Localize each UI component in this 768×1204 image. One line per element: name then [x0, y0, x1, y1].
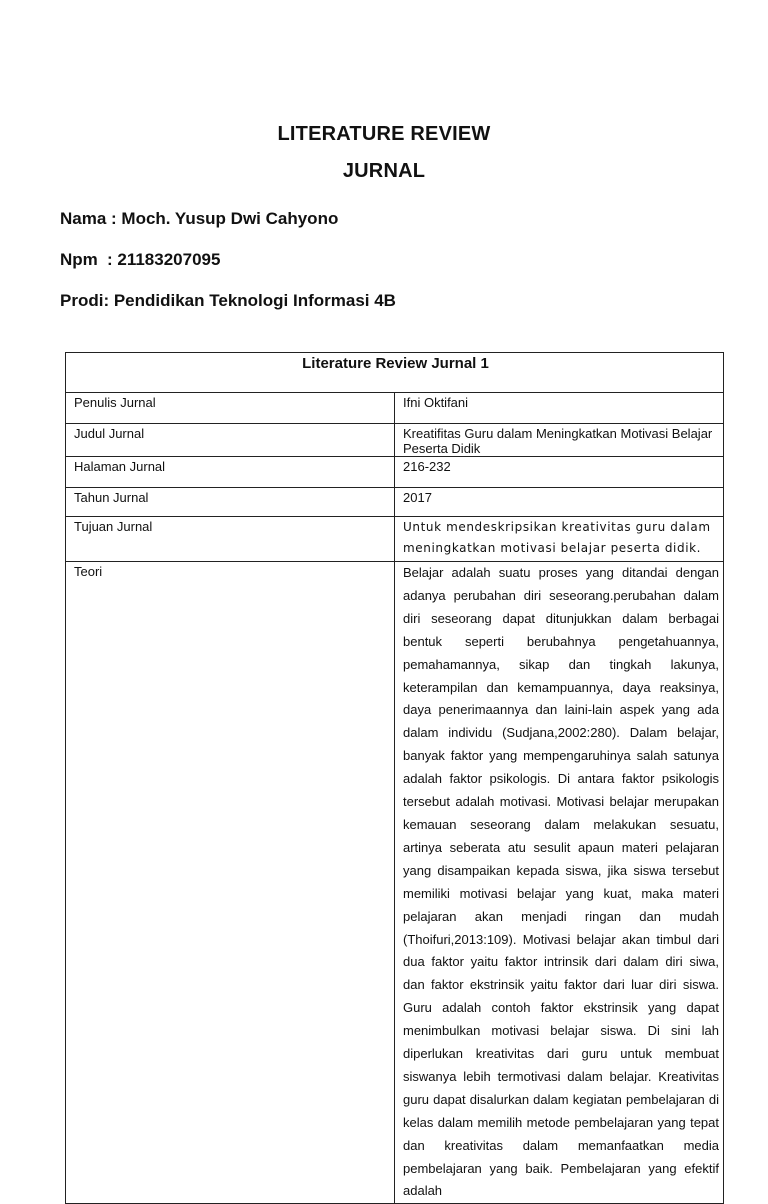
row-label: Tahun Jurnal [66, 488, 395, 517]
row-value: Untuk mendeskripsikan kreativitas guru dalam meningkatkan motivasi belajar peserta didik. [395, 517, 724, 562]
row-label: Tujuan Jurnal [66, 517, 395, 562]
table-heading-row [66, 353, 724, 393]
document-subtitle: JURNAL [342, 160, 426, 182]
review-table [65, 352, 724, 1204]
study-program: Prodi: Pendidikan Teknologi Informasi 4B [60, 291, 396, 310]
row-value: Kreatifitas Guru dalam Meningkatkan Motivasi Belajar Peserta Didik [395, 424, 724, 457]
row-value: 216-232 [395, 457, 724, 488]
row-label: Judul Jurnal [66, 424, 395, 457]
row-label: Halaman Jurnal [66, 457, 395, 488]
student-name: Nama : Moch. Yusup Dwi Cahyono [60, 209, 339, 228]
npm-label: Npm [60, 250, 98, 269]
row-value: Ifni Oktifani [395, 393, 724, 424]
table-row [66, 424, 724, 457]
table-heading [66, 353, 724, 393]
table-row [66, 393, 724, 424]
npm-value: : 21183207095 [107, 250, 221, 269]
row-value: Belajar adalah suatu proses yang ditandai dengan adanya perubahan diri seseorang.perubahan dalam diri seseorang dapat ditunjukkan dalam berbagai bentuk seperti berubahnya pengetahuannya, pemahamannya, sikap dan tingkah lakunya, keterampilan dan kemampuannya, daya reaksinya, daya penerimaannya dan laini-lain aspek yang ada dalam individu (Sudjana,2002:280). Dalam belajar, banyak faktor yang mempengaruhinya salah satunya adalah faktor psikologis. Di antara faktor psikologis tersebut adalah motivasi. Motivasi belajar merupakan kemauan seseorang dalam melakukan sesuatu, artinya seberata atu sesulit apaun materi pelajaran yang disampaikan kepada siswa, jika siswa tersebut memiliki motivasi belajar yang kuat, maka materi pelajaran akan menjadi ringan dan mudah (Thoifuri,2013:109). Motivasi belajar akan timbul dari dua faktor yaitu faktor intrinsik dari dalam diri siwa, dan faktor ekstrinsik yaitu faktor dari luar diri siswa. Guru adalah contoh faktor ekstrinsik yang dapat menimbulkan motivasi belajar siswa. Di sini lah diperlukan kreativitas dari guru untuk membuat siswanya lebih termotivasi dalam belajar. Kreativitas guru dapat disalurkan dalam kegiatan pembelajaran di kelas dalam memilih metode pembelajaran yang tepat dan kreativitas dalam memanfaatkan media pembelajaran yang baik. Pembelajaran yang efektif adalah [395, 562, 724, 1204]
row-value: 2017 [395, 488, 724, 517]
table-row [66, 488, 724, 517]
table-row [66, 517, 724, 562]
table-row [66, 562, 724, 1204]
row-label: Penulis Jurnal [66, 393, 395, 424]
table-heading-text: Literature Review Jurnal 1 [302, 355, 489, 372]
table-row [66, 457, 724, 488]
student-npm [60, 250, 220, 270]
document-title: LITERATURE REVIEW [277, 123, 491, 145]
row-label: Teori [66, 562, 395, 1204]
